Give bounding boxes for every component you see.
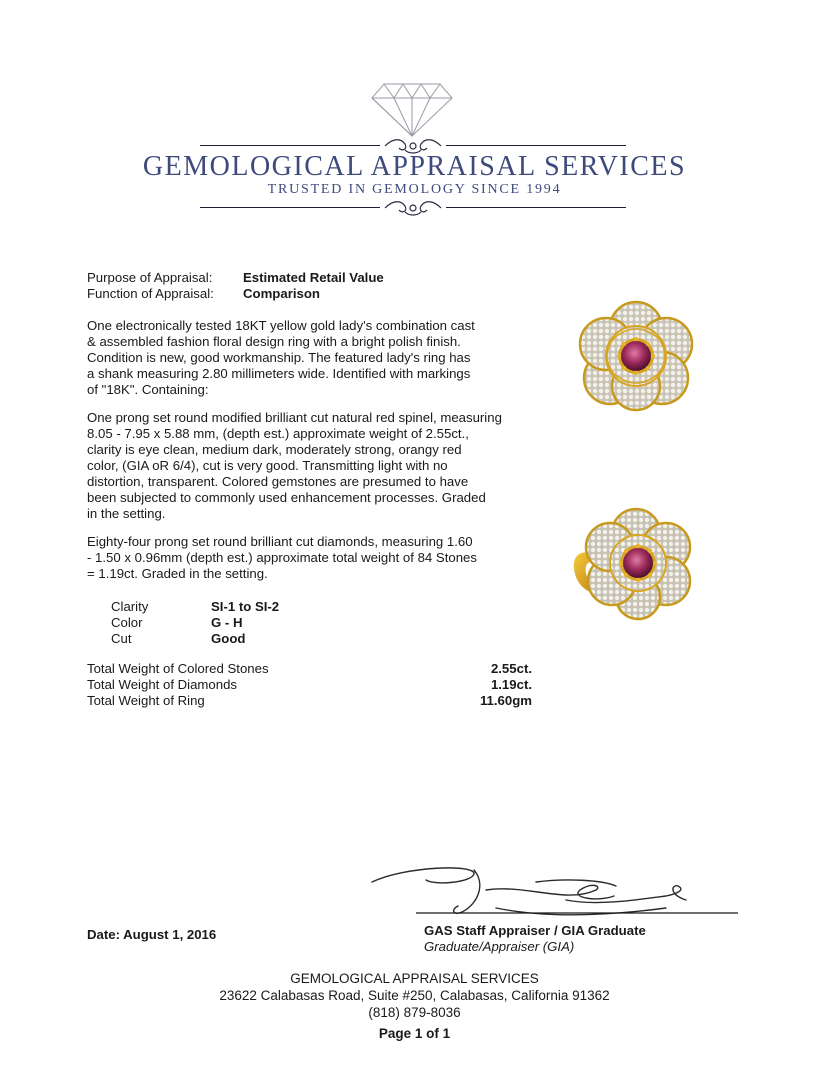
- signer-title: GAS Staff Appraiser / GIA Graduate: [424, 923, 646, 938]
- function-value: Comparison: [243, 286, 320, 301]
- header-rule-top-left: [200, 145, 380, 146]
- spinel-line: distortion, transparent. Colored gemstones are presumed to have: [87, 474, 469, 489]
- header-rule-bottom-left: [200, 207, 380, 208]
- total-value-diamonds: 1.19ct.: [490, 677, 532, 692]
- grade-value-clarity: SI-1 to SI-2: [211, 599, 280, 614]
- footer-company: GEMOLOGICAL APPRAISAL SERVICES: [290, 971, 539, 986]
- grade-value-cut: Good: [211, 631, 246, 646]
- ring-description: [87, 318, 517, 398]
- diamonds-description: [87, 534, 517, 582]
- header-rule-bottom-right: [446, 207, 626, 208]
- grade-label-cut: Cut: [111, 631, 132, 646]
- appraisal-date: Date: August 1, 2016: [87, 927, 217, 942]
- total-label-ring: Total Weight of Ring: [87, 693, 205, 708]
- spinel-description: [87, 410, 517, 522]
- footer-address: 23622 Calabasas Road, Suite #250, Calabasas, California 91362: [219, 988, 610, 1003]
- total-label-diamonds: Total Weight of Diamonds: [87, 677, 238, 692]
- company-tagline: TRUSTED IN GEMOLOGY SINCE 1994: [267, 182, 562, 197]
- signature-image: [366, 860, 746, 924]
- spinel-line: clarity is eye clean, medium dark, moderately strong, orangy red: [87, 442, 462, 457]
- spinel-line: 8.05 - 7.95 x 5.88 mm, (depth est.) approximate weight of 2.55ct.,: [87, 426, 469, 441]
- company-logo-text: GEMOLOGICAL APPRAISAL SERVICES: [142, 151, 687, 182]
- diamonds-line: Eighty-four prong set round brilliant cut diamonds, measuring 1.60: [87, 534, 473, 549]
- description-line: Condition is new, good workmanship. The featured lady's ring has: [87, 350, 471, 365]
- spinel-line: in the setting.: [87, 506, 166, 521]
- header-rule-top-right: [446, 145, 626, 146]
- scroll-ornament-bottom-icon: [383, 197, 443, 219]
- total-value-ring: 11.60gm: [479, 693, 532, 708]
- description-line: of "18K". Containing:: [87, 382, 209, 397]
- description-line: One electronically tested 18KT yellow gold lady's combination cast: [87, 318, 475, 333]
- diamonds-line: - 1.50 x 0.96mm (depth est.) approximate total weight of 84 Stones: [87, 550, 477, 565]
- spinel-line: been subjected to commonly used enhancement processes. Graded: [87, 490, 486, 505]
- spinel-line: color, (GIA oR 6/4), cut is very good. Transmitting light with no: [87, 458, 448, 473]
- grade-label-color: Color: [111, 615, 143, 630]
- footer-phone: (818) 879-8036: [368, 1005, 461, 1020]
- purpose-value: Estimated Retail Value: [243, 270, 384, 285]
- description-line: a shank measuring 2.80 millimeters wide. Identified with markings: [87, 366, 471, 381]
- ring-top-view-image: [574, 298, 698, 414]
- total-value-colored-stones: 2.55ct.: [490, 661, 532, 676]
- grade-label-clarity: Clarity: [111, 599, 149, 614]
- total-label-colored-stones: Total Weight of Colored Stones: [87, 661, 269, 676]
- spinel-line: One prong set round modified brilliant cut natural red spinel, measuring: [87, 410, 502, 425]
- signer-subtitle: Graduate/Appraiser (GIA): [424, 939, 575, 954]
- grade-value-color: G - H: [211, 615, 243, 630]
- page-number: Page 1 of 1: [378, 1026, 451, 1041]
- diamonds-line: = 1.19ct. Graded in the setting.: [87, 566, 268, 581]
- purpose-label: Purpose of Appraisal:: [87, 270, 213, 285]
- description-line: & assembled fashion floral design ring with a bright polish finish.: [87, 334, 461, 349]
- ring-side-view-image: [566, 505, 702, 623]
- diamond-logo-icon: [370, 82, 454, 138]
- function-label: Function of Appraisal:: [87, 286, 214, 301]
